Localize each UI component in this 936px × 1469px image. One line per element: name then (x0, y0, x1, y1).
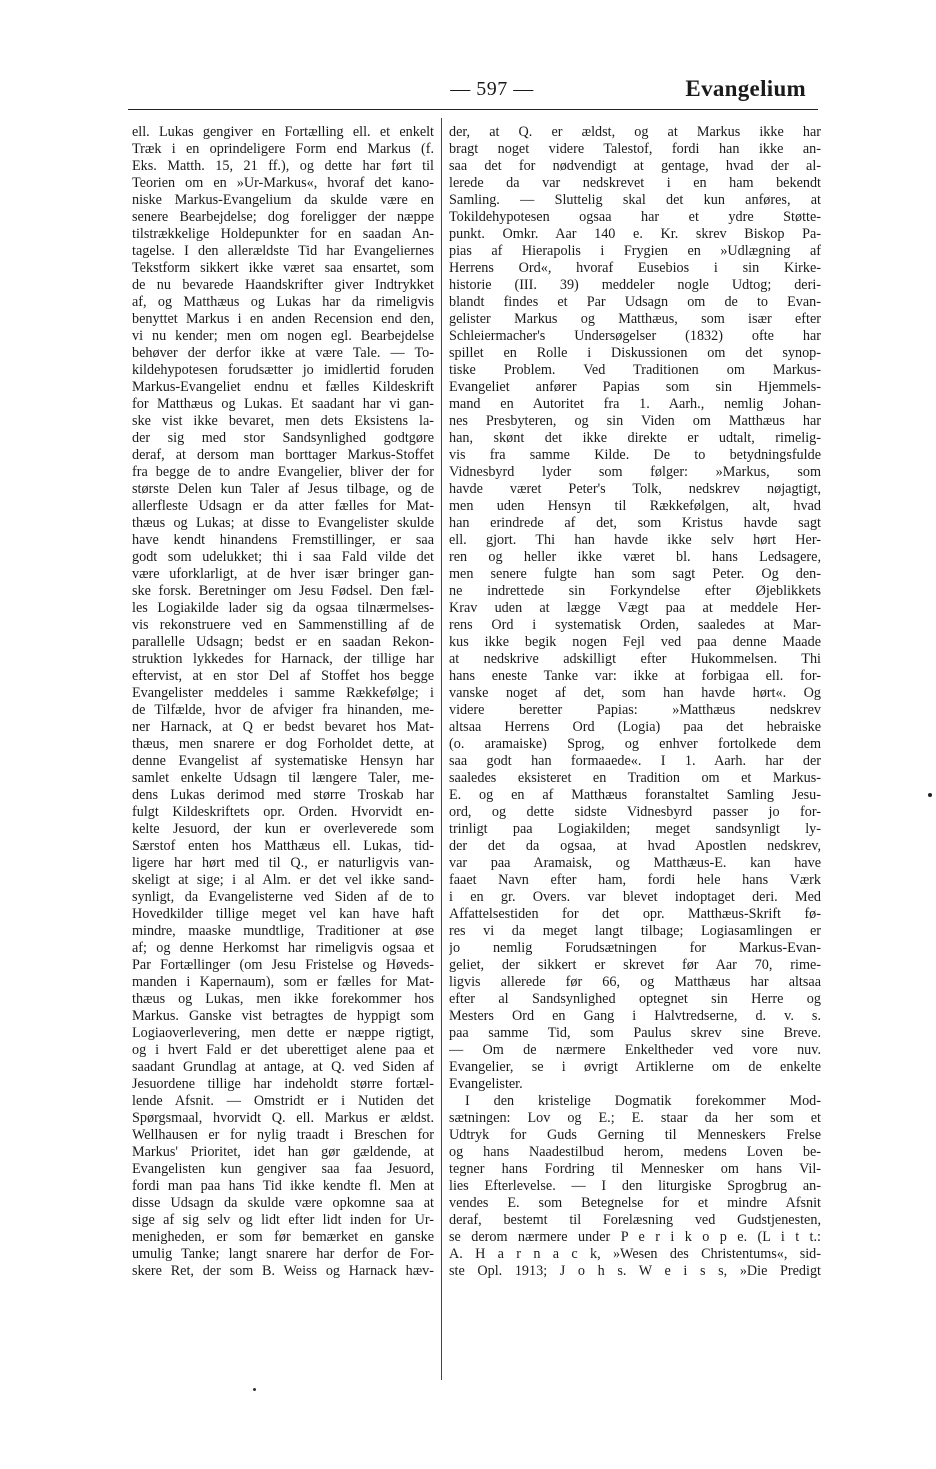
text-line: senere Bearbejdelse; dog foreligger der næppe (132, 209, 434, 225)
text-line: Markus. Ganske vist betragtes de hyppigt som (132, 1008, 434, 1024)
text-line: vis fra samme Kilde. De to betydningsfulde (449, 447, 821, 463)
print-speck (928, 793, 932, 797)
text-line: der det da ogsaa, at hvad Apostlen nedskrev, (449, 838, 821, 854)
text-line: vis rekonstruere ved en Sammenstilling af de (132, 617, 434, 633)
text-line: se derom nærmere under P e r i k o p e. (L i t t.: (449, 1229, 821, 1245)
text-line: parallelle Udsagn; bedst er en saadan Rekon- (132, 634, 434, 650)
text-line: disse Udsagn da skulde være opkomne saa at (132, 1195, 434, 1211)
text-line: Jesuordene tillige har indeholdt større fortæl- (132, 1076, 434, 1092)
text-line: benyttet Markus i en anden Recension end den, (132, 311, 434, 327)
text-line: Krav uden at lægge Vægt paa at meddele Her- (449, 600, 821, 616)
text-line: sige af sig selv og lidt efter lidt inden for Ur- (132, 1212, 434, 1228)
text-line: Logiaoverlevering, men dette er næppe rigtigt, (132, 1025, 434, 1041)
text-line: struktion lykkedes for Harnack, der tillige har (132, 651, 434, 667)
text-line: for Matthæus og Lukas. Et saadant har vi gan- (132, 396, 434, 412)
text-line: vi nu kender; men om nogen egl. Bearbejdelse (132, 328, 434, 344)
text-line: videre beretter Papias: »Matthæus nedskrev (449, 702, 821, 718)
left-column (132, 124, 434, 1364)
text-line: godt som udelukket; thi i saa Fald vilde det (132, 549, 434, 565)
text-line: saa det for nødvendigt at gentage, hvad der al- (449, 158, 821, 174)
text-line: synligt, da Evangelisterne ved Siden af de to (132, 889, 434, 905)
text-line: Træk i en oprindeligere Form end Markus (f. (132, 141, 434, 157)
text-line: Tekstform sikkert ikke været saa ensartet, som (132, 260, 434, 276)
text-line: allerfleste Udsagn er da atter fælles for Mat- (132, 498, 434, 514)
text-line: paa samme Tid, som Paulus skrev sine Breve. (449, 1025, 821, 1041)
text-line: lies Efterlevelse. — I den liturgiske Sprogbrug an- (449, 1178, 821, 1194)
text-line: kildehypotesen forudsætter jo imidlertid foruden (132, 362, 434, 378)
text-line: Evangeliet anfører Papias som sin Hjemmels- (449, 379, 821, 395)
text-line: pias af Hierapolis i Frygien en »Udlægning af (449, 243, 821, 259)
text-line: Særstof enten hos Matthæus ell. Lukas, tid- (132, 838, 434, 854)
text-line: res vi da meget langt tilbage; Logiasamlingen er (449, 923, 821, 939)
text-line: denne Evangelist af systematiske Hensyn har (132, 753, 434, 769)
text-line: Evangelister. (449, 1076, 523, 1092)
text-line: han erindrede af det, som Kristus havde sagt (449, 515, 821, 531)
text-line: Evangelier, se i øvrigt Artiklerne om de enkelte (449, 1059, 821, 1075)
text-line: saaledes eksisteret en Tradition om et Markus- (449, 770, 821, 786)
text-line: faaet Navn efter ham, fordi hele hans Værk (449, 872, 821, 888)
text-line: Wellhausen er for nylig traadt i Breschen for (132, 1127, 434, 1143)
text-line: deraf, bestemt til Forelæsning ved Gudstjenesten, (449, 1212, 821, 1228)
text-line: Herrens Ord«, hvoraf Eusebios i sin Kirke- (449, 260, 821, 276)
text-line: Mesters Ord en Gang i Halvtredserne, d. v. s. (449, 1008, 821, 1024)
text-line: ske vist ikke bevaret, men dets Eksistens la- (132, 413, 434, 429)
text-line: ell. Lukas gengiver en Fortælling ell. et enkelt (132, 124, 434, 140)
right-column (449, 124, 821, 1364)
text-line: og hans Naadestilbud herom, medens Loven be- (449, 1144, 821, 1160)
text-line: Evangelisten kun gengiver saa faa Jesuord, (132, 1161, 434, 1177)
text-line: de Tilfælde, hvor de afviger fra hinanden, me- (132, 702, 434, 718)
text-line: skere Ret, der som B. Weiss og Harnack hæv- (132, 1263, 434, 1279)
text-line: Samling. — Sluttelig skal det kun anføres, at (449, 192, 821, 208)
text-line: bragt noget videre Talestof, fordi han ikke an- (449, 141, 821, 157)
text-line: fulgt Kildeskriftets opr. Orden. Hvorvidt en- (132, 804, 434, 820)
text-line: han, skønt det ikke direkte er udtalt, rimelig- (449, 430, 821, 446)
text-line: deraf, at dersom man borttager Markus-Stoffet (132, 447, 434, 463)
text-line: men senere fulgte han som sagt Peter. Og den- (449, 566, 821, 582)
text-line: i en gr. Overs. var blevet indoptaget deri. Med (449, 889, 821, 905)
text-line: ste Opl. 1913; J o h s. W e i s s, »Die Predigt (449, 1263, 821, 1279)
text-line: jo nemlig Forudsætningen for Markus-Evan- (449, 940, 821, 956)
text-line: men uden Hensyn til Rækkefølgen, alt, hvad (449, 498, 821, 514)
text-line: umulig Tanke; langt snarere har derfor de For- (132, 1246, 434, 1262)
text-line: fra begge de to andre Evangelier, bliver der for (132, 464, 434, 480)
text-line: være uforklarligt, at de hver især bringer gan- (132, 566, 434, 582)
text-line: ell. gjort. Thi han havde ikke selv hørt Her- (449, 532, 821, 548)
text-line: tiske Problem. Ved Traditionen om Markus- (449, 362, 821, 378)
text-line: og i hvert Fald er det uberettiget alene paa et (132, 1042, 434, 1058)
text-line: vanske noget af det, som han havde hørt«. Og (449, 685, 821, 701)
text-line: mindre, maaske mundtlige, Traditioner at øse (132, 923, 434, 939)
text-line: fordi man paa hans Tid ikke kendte fl. Men at (132, 1178, 434, 1194)
text-line: kus ikke begik nogen Fejl ved paa denne Maade (449, 634, 821, 650)
text-line: nes Presbyteren, og sin Viden om Matthæus har (449, 413, 821, 429)
header-rule (128, 109, 818, 110)
text-line: E. og en af Matthæus foranstaltet Samling Jesu- (449, 787, 821, 803)
text-line: Eks. Matth. 15, 21 ff.), og dette har ført til (132, 158, 434, 174)
text-line: efter al Sandsynlighed optegnet sin Herre og (449, 991, 821, 1007)
text-line: ligere har hørt med til Q., er naturligvis van- (132, 855, 434, 871)
text-line: Schleiermacher's Undersøgelser (1832) ofte har (449, 328, 821, 344)
text-line: sætningen: Lov og E.; E. staar da her som et (449, 1110, 821, 1126)
text-line: Spørgsmaal, hvorvidt Q. ell. Markus er ældst. (132, 1110, 434, 1126)
print-speck (253, 1388, 256, 1391)
text-line: saadant Grundlag at antage, at Q. ved Siden af (132, 1059, 434, 1075)
text-line: tegner hans Fordring til Mennesker om hans Vil- (449, 1161, 821, 1177)
text-line: af; og denne Herkomst har rimeligvis ogsaa et (132, 940, 434, 956)
text-line: de nu bevarede Haandskrifter giver Indtrykket (132, 277, 434, 293)
text-line: ligvis allerede før 66, og Matthæus har altsaa (449, 974, 821, 990)
text-line: hans eneste Tanke var: ikke at forbigaa ell. for- (449, 668, 821, 684)
text-line: havde været Peter's Tolk, nedskrev nøjagtigt, (449, 481, 821, 497)
text-line: samlet enkelte Udsagn til længere Taler, me- (132, 770, 434, 786)
page-header (130, 76, 820, 112)
text-line: les Logiakilde lader sig da ogsaa tilnærmelses- (132, 600, 434, 616)
text-line: menigheden, er som før bemærket en ganske (132, 1229, 434, 1245)
text-line: altsaa Herrens Ord (Logia) paa det hebraiske (449, 719, 821, 735)
text-line: Teorien om en »Ur-Markus«, hvoraf det kano- (132, 175, 434, 191)
text-line: have kendt hinandens Fremstillinger, er saa (132, 532, 434, 548)
text-line: af, og Matthæus og Lukas har da rimeligvis (132, 294, 434, 310)
text-line: lerede da var nedskrevet i en ham bekendt (449, 175, 821, 191)
text-line: Affattelsestiden for det opr. Matthæus-Skrift fø- (449, 906, 821, 922)
text-line: punkt. Omkr. Aar 140 e. Kr. skrev Biskop Pa- (449, 226, 821, 242)
text-line: ren og heller ikke været bl. hans Ledsagere, (449, 549, 821, 565)
column-divider (441, 118, 442, 1380)
text-line: eftervist, at en stor Del af Stoffet hos begge (132, 668, 434, 684)
text-line: ne indrettede sin Forkyndelse efter Øjeblikkets (449, 583, 821, 599)
text-line: Tokildehypotesen ogsaa har et ydre Støtte- (449, 209, 821, 225)
text-line: ner Harnack, at Q er bedst bevaret hos Mat- (132, 719, 434, 735)
text-line: — Om de nærmere Enkeltheder ved vore nuv. (449, 1042, 821, 1058)
text-line: saa godt han formaaede«. I 1. Aarh. har der (449, 753, 821, 769)
page-number: — 597 — (450, 78, 534, 100)
text-line: geliet, der sikkert er skrevet før Aar 70, rime- (449, 957, 821, 973)
text-line: skeligt at sige; i al Alm. er det vel ikke sand- (132, 872, 434, 888)
text-line: thæus og Lukas, men ikke forekommer hos (132, 991, 434, 1007)
text-line: rens Ord i systematisk Orden, saaledes at Mar- (449, 617, 821, 633)
text-line: mand en Autoritet fra 1. Aarh., nemlig Johan- (449, 396, 821, 412)
text-line: største Delen kun Taler af Jesus tilbage, og de (132, 481, 434, 497)
text-line: behøver der derfor ikke at være Tale. — To- (132, 345, 434, 361)
text-line: Par Fortællinger (om Jesu Fristelse og Høveds- (132, 957, 434, 973)
text-line: Hovedkilder tillige meget vel kan have haft (132, 906, 434, 922)
text-line: dens Lukas derimod med større Troskab har (132, 787, 434, 803)
text-line: der, at Q. er ældst, og at Markus ikke har (449, 124, 821, 140)
text-line: ske forsk. Beretninger om Jesu Fødsel. Den fæl- (132, 583, 434, 599)
text-line: blandt findes et Par Udsagn om de to Evan- (449, 294, 821, 310)
text-line: I den kristelige Dogmatik forekommer Mod- (465, 1093, 821, 1109)
text-line: A. H a r n a c k, »Wesen des Christentums«, sid- (449, 1246, 821, 1262)
text-line: Vidnesbyrd lyder som følger: »Markus, som (449, 464, 821, 480)
text-line: manden i Kapernaum), som er fælles for Mat- (132, 974, 434, 990)
text-line: kelte Jesuord, der kun er overleverede som (132, 821, 434, 837)
text-line: Markus-Evangeliet endnu et fælles Kildeskrift (132, 379, 434, 395)
text-line: thæus og Lukas; at disse to Evangelister skulde (132, 515, 434, 531)
text-line: at nedskrive adskilligt efter Hukommelsen. Thi (449, 651, 821, 667)
text-line: ord, og dette sidste Vidnesbyrd passer jo for- (449, 804, 821, 820)
text-line: historie (III. 39) meddeler nogle Udtog; deri- (449, 277, 821, 293)
text-line: niske Markus-Evangelium da skulde være en (132, 192, 434, 208)
text-line: der sig med stor Sandsynlighed godtgøre (132, 430, 434, 446)
text-line: var paa Aramaisk, og Matthæus-E. kan have (449, 855, 821, 871)
text-line: spillet en Rolle i Diskussionen om det synop- (449, 345, 821, 361)
text-line: trinligt paa Logiakilden; meget sandsynligt ly- (449, 821, 821, 837)
text-line: gelister Markus og Matthæus, som især efter (449, 311, 821, 327)
text-line: thæus, men snarere er dog Forholdet dette, at (132, 736, 434, 752)
text-line: (o. aramaiske) Sprog, og enhver fortolkede dem (449, 736, 821, 752)
running-headword: Evangelium (685, 76, 806, 101)
text-line: lende Afsnit. — Omstridt er i Nutiden det (132, 1093, 434, 1109)
text-line: Evangelister meddeles i samme Rækkefølge; i (132, 685, 434, 701)
text-line: tilstrækkelige Holdepunkter for en saadan An- (132, 226, 434, 242)
text-line: vendes E. som Betegnelse for et mindre Afsnit (449, 1195, 821, 1211)
text-line: Markus' Prioritet, idet han gør gældende, at (132, 1144, 434, 1160)
text-line: Udtryk for Guds Gerning til Menneskers Frelse (449, 1127, 821, 1143)
text-line: tagelse. I den allerældste Tid har Evangeliernes (132, 243, 434, 259)
